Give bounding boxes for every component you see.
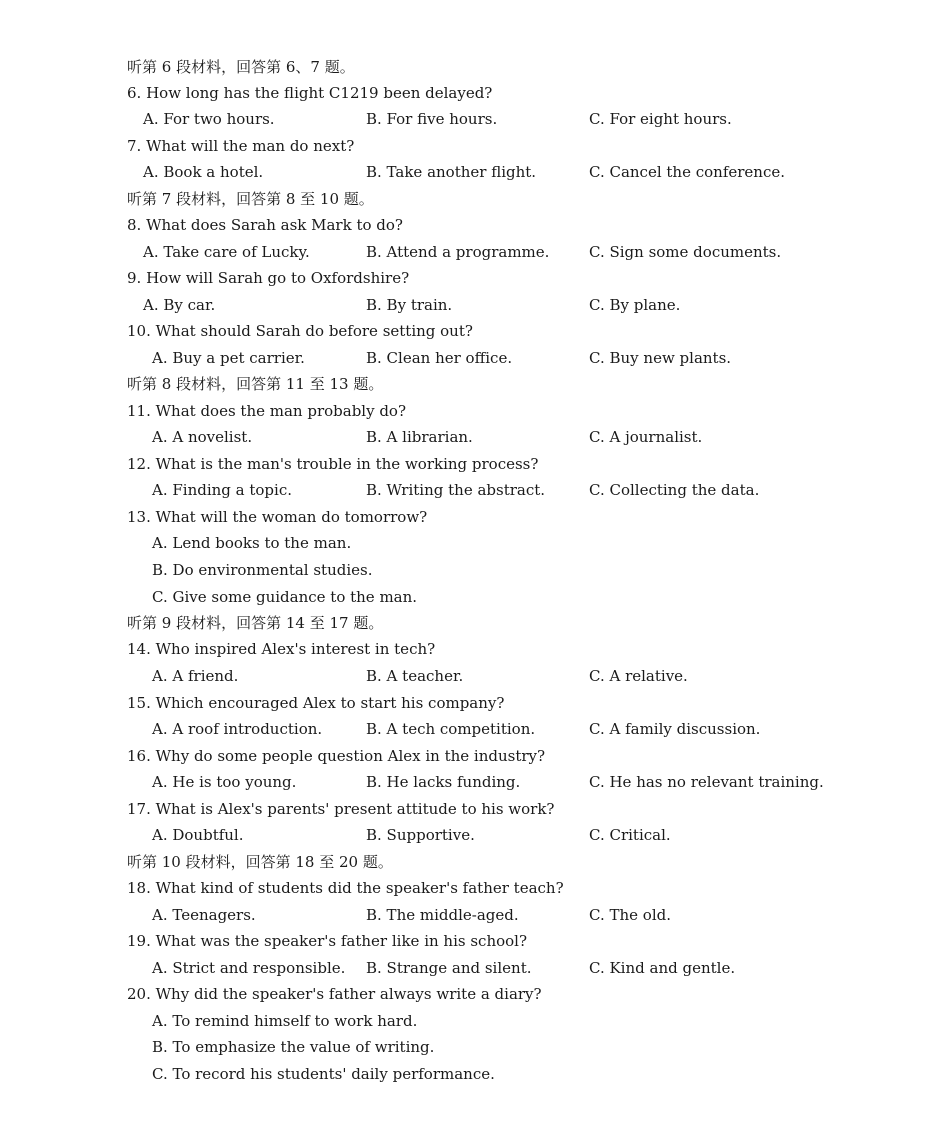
option-19-a: A. Strict and responsible. bbox=[152, 959, 346, 977]
option-15-b: B. A tech competition. bbox=[366, 720, 536, 738]
question-10: 10. What should Sarah do before setting out? bbox=[127, 322, 473, 340]
options-16 bbox=[127, 771, 927, 793]
question-6: 6. How long has the flight C1219 been delayed? bbox=[127, 84, 493, 102]
option-8-b: B. Attend a programme. bbox=[366, 243, 550, 261]
options-6 bbox=[127, 108, 927, 130]
option-9-c: C. By plane. bbox=[589, 296, 681, 314]
option-14-b: B. A teacher. bbox=[366, 667, 464, 685]
options-12 bbox=[127, 479, 927, 501]
options-19 bbox=[127, 957, 927, 979]
option-11-a: A. A novelist. bbox=[152, 428, 253, 446]
option-13-a: A. Lend books to the man. bbox=[152, 534, 352, 552]
option-19-c: C. Kind and gentle. bbox=[589, 959, 736, 977]
option-11-b: B. A librarian. bbox=[366, 428, 473, 446]
options-10 bbox=[127, 347, 927, 369]
option-12-b: B. Writing the abstract. bbox=[366, 481, 546, 499]
question-18: 18. What kind of students did the speaker's father teach? bbox=[127, 879, 564, 897]
option-12-a: A. Finding a topic. bbox=[152, 481, 293, 499]
option-15-a: A. A roof introduction. bbox=[152, 720, 323, 738]
options-8 bbox=[127, 241, 927, 263]
section-heading-6: 听第 6 段材料，回答第 6、7 题。 bbox=[127, 58, 355, 76]
option-18-a: A. Teenagers. bbox=[152, 906, 256, 924]
option-6-c: C. For eight hours. bbox=[589, 110, 732, 128]
options-7 bbox=[127, 161, 927, 183]
option-17-a: A. Doubtful. bbox=[152, 826, 244, 844]
option-9-a: A. By car. bbox=[143, 296, 216, 314]
option-16-a: A. He is too young. bbox=[152, 773, 297, 791]
section-heading-8: 听第 8 段材料，回答第 11 至 13 题。 bbox=[127, 375, 384, 393]
option-11-c: C. A journalist. bbox=[589, 428, 703, 446]
question-11: 11. What does the man probably do? bbox=[127, 402, 407, 420]
options-15 bbox=[127, 718, 927, 740]
options-17 bbox=[127, 824, 927, 846]
question-19: 19. What was the speaker's father like in his school? bbox=[127, 932, 528, 950]
option-16-c: C. He has no relevant training. bbox=[589, 773, 824, 791]
option-7-b: B. Take another flight. bbox=[366, 163, 537, 181]
option-16-b: B. He lacks funding. bbox=[366, 773, 521, 791]
option-13-c: C. Give some guidance to the man. bbox=[152, 588, 418, 606]
option-7-a: A. Book a hotel. bbox=[143, 163, 264, 181]
option-18-b: B. The middle-aged. bbox=[366, 906, 519, 924]
question-16: 16. Why do some people question Alex in the industry? bbox=[127, 747, 546, 765]
option-19-b: B. Strange and silent. bbox=[366, 959, 532, 977]
option-17-c: C. Critical. bbox=[589, 826, 671, 844]
option-20-b: B. To emphasize the value of writing. bbox=[152, 1038, 435, 1056]
options-14 bbox=[127, 665, 927, 687]
option-10-b: B. Clean her office. bbox=[366, 349, 513, 367]
option-8-a: A. Take care of Lucky. bbox=[143, 243, 310, 261]
question-9: 9. How will Sarah go to Oxfordshire? bbox=[127, 269, 410, 287]
option-15-c: C. A family discussion. bbox=[589, 720, 761, 738]
option-7-c: C. Cancel the conference. bbox=[589, 163, 786, 181]
question-15: 15. Which encouraged Alex to start his company? bbox=[127, 694, 505, 712]
option-14-a: A. A friend. bbox=[152, 667, 239, 685]
option-10-c: C. Buy new plants. bbox=[589, 349, 732, 367]
option-6-a: A. For two hours. bbox=[143, 110, 275, 128]
option-6-b: B. For five hours. bbox=[366, 110, 498, 128]
options-9 bbox=[127, 294, 927, 316]
option-14-c: C. A relative. bbox=[589, 667, 688, 685]
option-12-c: C. Collecting the data. bbox=[589, 481, 760, 499]
question-14: 14. Who inspired Alex's interest in tech? bbox=[127, 640, 436, 658]
options-18 bbox=[127, 904, 927, 926]
options-11 bbox=[127, 426, 927, 448]
option-18-c: C. The old. bbox=[589, 906, 671, 924]
option-20-c: C. To record his students' daily performance. bbox=[152, 1065, 495, 1083]
section-heading-7: 听第 7 段材料，回答第 8 至 10 题。 bbox=[127, 190, 374, 208]
question-17: 17. What is Alex's parents' present attitude to his work? bbox=[127, 800, 555, 818]
question-7: 7. What will the man do next? bbox=[127, 137, 355, 155]
question-8: 8. What does Sarah ask Mark to do? bbox=[127, 216, 403, 234]
option-8-c: C. Sign some documents. bbox=[589, 243, 782, 261]
option-10-a: A. Buy a pet carrier. bbox=[152, 349, 305, 367]
option-13-b: B. Do environmental studies. bbox=[152, 561, 373, 579]
option-17-b: B. Supportive. bbox=[366, 826, 475, 844]
question-13: 13. What will the woman do tomorrow? bbox=[127, 508, 428, 526]
question-20: 20. Why did the speaker's father always write a diary? bbox=[127, 985, 542, 1003]
option-9-b: B. By train. bbox=[366, 296, 453, 314]
option-20-a: A. To remind himself to work hard. bbox=[152, 1012, 418, 1030]
section-heading-10: 听第 10 段材料，回答第 18 至 20 题。 bbox=[127, 853, 393, 871]
question-12: 12. What is the man's trouble in the working process? bbox=[127, 455, 539, 473]
section-heading-9: 听第 9 段材料，回答第 14 至 17 题。 bbox=[127, 614, 384, 632]
